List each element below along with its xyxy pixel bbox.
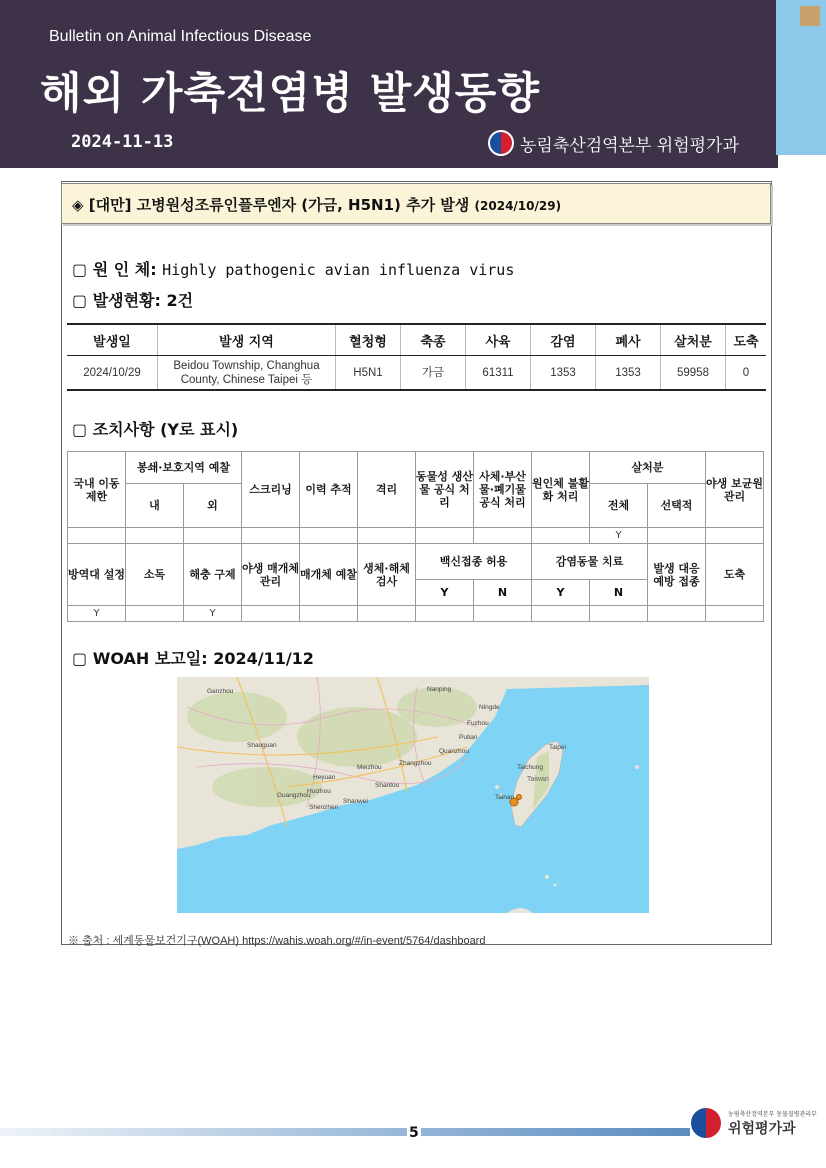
footer-logo-big: 위험평가과 <box>728 1120 796 1137</box>
cell <box>242 528 300 544</box>
map-label: Ningde <box>479 704 500 711</box>
measures-table <box>67 451 764 622</box>
hdr-y: Y <box>416 580 474 606</box>
cell <box>126 606 184 622</box>
org-name: 농림축산검역본부 위험평가과 <box>520 135 739 156</box>
footer-logo-small: 농림축산검역본부 동물질병관리부 <box>728 1110 817 1118</box>
hdr-pest: 해충 구제 <box>184 544 242 606</box>
hdr-movement: 국내 이동 제한 <box>68 452 126 528</box>
cell: Y <box>184 606 242 622</box>
hdr-zone-in: 내 <box>126 484 184 528</box>
source-note: ※ 출처 : 세계동물보건기구(WOAH) https://wahis.woah.org/#/in-event/5764/dashboard <box>68 935 486 947</box>
map-label: Taichung <box>517 764 544 771</box>
hdr-prevent-vacc: 발생 대응 예방 접종 <box>648 544 706 606</box>
cell <box>242 606 300 622</box>
map-label: Taipei <box>549 744 566 751</box>
decor-tan-square <box>800 6 820 26</box>
map-label: Shanwei <box>343 798 368 805</box>
cell <box>300 606 358 622</box>
col-header: 축종 <box>401 324 466 356</box>
hdr-zone-out: 외 <box>184 484 242 528</box>
hdr-treatment: 감염동물 치료 <box>532 544 648 580</box>
col-header: 발생일 <box>67 324 158 356</box>
cell <box>416 528 474 544</box>
col-header: 사육 <box>466 324 531 356</box>
hdr-disinfect: 소독 <box>126 544 184 606</box>
cell <box>648 528 706 544</box>
map-label: Shaoguan <box>247 742 277 749</box>
page-title: 해외 가축전염병 발생동향 <box>40 69 540 119</box>
org-logo <box>488 130 739 156</box>
cell: 59958 <box>661 356 726 391</box>
hdr-autopsy: 생체·해체 검사 <box>358 544 416 606</box>
map-label: Shenzhen <box>309 804 339 811</box>
map-label: Guangzhou <box>277 792 311 799</box>
cell <box>126 528 184 544</box>
cell <box>416 606 474 622</box>
map-label: Taiwan <box>527 776 549 783</box>
map-label: Zhangzhou <box>399 760 432 767</box>
hdr-cull-sel: 선택적 <box>648 484 706 528</box>
hdr-carcass: 사체·부산물·폐기물 공식 처리 <box>474 452 532 528</box>
cell <box>184 528 242 544</box>
col-header: 살처분 <box>661 324 726 356</box>
col-header: 혈청형 <box>336 324 401 356</box>
cell: 61311 <box>466 356 531 391</box>
pathogen-value: Highly pathogenic avian influenza virus <box>162 261 515 279</box>
map-label: Heyuan <box>313 774 336 781</box>
cell <box>532 528 590 544</box>
footer-rule <box>0 1128 690 1136</box>
cell <box>474 606 532 622</box>
bulletin-date: 2024-11-13 <box>71 132 174 152</box>
hdr-n: N <box>474 580 532 606</box>
outbreak-map[interactable] <box>177 677 649 913</box>
bulletin-subtitle: Bulletin on Animal Infectious Disease <box>49 28 312 45</box>
hdr-zoning: 방역대 설정 <box>68 544 126 606</box>
hdr-vector-surv: 매개체 예찰 <box>300 544 358 606</box>
map-label: Tainan <box>495 794 515 801</box>
map-label: Nanping <box>427 686 452 693</box>
header-banner <box>0 0 778 168</box>
hdr-cull: 살처분 <box>590 452 706 484</box>
cell: 1353 <box>531 356 596 391</box>
measures-title: ▢ 조치사항 (Y로 표시) <box>72 420 239 439</box>
map-label: Ganzhou <box>207 688 234 695</box>
cell: 가금 <box>401 356 466 391</box>
taegeuk-icon <box>488 130 514 156</box>
map-label: Quanzhou <box>439 748 469 755</box>
hdr-cull-all: 전체 <box>590 484 648 528</box>
cell <box>474 528 532 544</box>
page-number: 5 <box>409 1125 419 1141</box>
map-label: Fuzhou <box>467 720 489 727</box>
hdr-trace: 이력 추적 <box>300 452 358 528</box>
status-line: ▢ 발생현황: 2건 <box>72 291 194 310</box>
map-label: Putian <box>459 734 478 741</box>
cell <box>358 606 416 622</box>
taegeuk-icon <box>689 1106 723 1140</box>
cell: Y <box>68 606 126 622</box>
hdr-screening: 스크리닝 <box>242 452 300 528</box>
col-header: 발생 지역 <box>158 324 336 356</box>
hdr-quarantine: 격리 <box>358 452 416 528</box>
outbreak-table <box>67 323 766 391</box>
cell <box>300 528 358 544</box>
cell: 1353 <box>596 356 661 391</box>
cell <box>532 606 590 622</box>
cell <box>706 528 764 544</box>
section-date: (2024/10/29) <box>474 199 562 213</box>
hdr-pathogen-inact: 원인체 불활화 처리 <box>532 452 590 528</box>
pathogen-line <box>72 257 514 280</box>
cell: 2024/10/29 <box>67 356 158 391</box>
col-header: 도축 <box>726 324 767 356</box>
map-label: Meizhou <box>357 764 382 771</box>
hdr-vaccine: 백신접종 허용 <box>416 544 532 580</box>
cell <box>590 606 648 622</box>
map-svg <box>177 677 649 913</box>
woah-report-date: ▢ WOAH 보고일: 2024/11/12 <box>72 649 314 668</box>
hdr-wild-carrier: 야생 보균원 관리 <box>706 452 764 528</box>
hdr-zone: 봉쇄·보호지역 예찰 <box>126 452 242 484</box>
cell <box>648 606 706 622</box>
map-label: Huizhou <box>307 788 331 795</box>
cell <box>68 528 126 544</box>
section-title: ◈ [대만] 고병원성조류인플루엔자 (가금, H5N1) 추가 발생 (2024/10/29) <box>72 196 562 214</box>
cell: 0 <box>726 356 767 391</box>
hdr-n: N <box>590 580 648 606</box>
hdr-y: Y <box>532 580 590 606</box>
cell <box>706 606 764 622</box>
cell: Y <box>590 528 648 544</box>
col-header: 폐사 <box>596 324 661 356</box>
hdr-slaughter: 도축 <box>706 544 764 606</box>
map-label: Shantou <box>375 782 400 789</box>
table-header-row <box>67 324 766 356</box>
table-row <box>67 356 766 391</box>
section-title-bar <box>61 183 771 224</box>
footer-logo <box>689 1106 817 1140</box>
cell: H5N1 <box>336 356 401 391</box>
hdr-wild-vector: 야생 매개체 관리 <box>242 544 300 606</box>
luzon-edge <box>507 908 532 913</box>
pathogen-label: ▢ 원 인 체: <box>72 260 163 279</box>
outbreak-marker[interactable] <box>517 795 522 800</box>
cell <box>358 528 416 544</box>
col-header: 감염 <box>531 324 596 356</box>
cell: Beidou Township, Changhua County, Chinese Taipei 등 <box>158 356 336 391</box>
hdr-product: 동물성 생산물 공식 처리 <box>416 452 474 528</box>
